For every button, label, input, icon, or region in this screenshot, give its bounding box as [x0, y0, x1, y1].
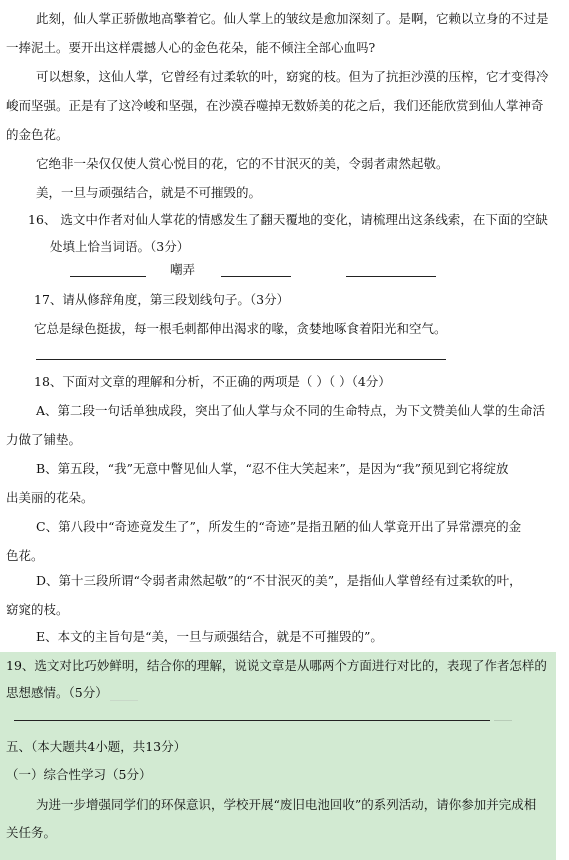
question-19-stem-text: 思想感情。（5分） — [6, 685, 108, 700]
question-18-stem: 18、下面对文章的理解和分析，不正确的两项是（ ）（ ）（4分） — [34, 374, 391, 389]
question-19-stem — [6, 680, 561, 706]
passage-line: 峻而坚强。正是有了这冷峻和坚强，在沙漠吞噬掉无数娇美的花之后，我们还能欣赏到仙人掌神奇 — [6, 98, 544, 113]
question-16-stem: 处填上恰当词语。（3分） — [50, 239, 190, 254]
section-5-heading: 五、（本大题共4小题，共13分） — [6, 739, 187, 754]
section-5-sub-heading: （一）综合性学习（5分） — [6, 767, 152, 782]
question-19-stem: 19、选文对比巧妙鲜明，结合你的理解，说说文章是从哪两个方面进行对比的，表现了作者怎样的 — [6, 658, 547, 673]
option-d-cont: 窈窕的枝。 — [6, 602, 69, 617]
question-16-stem: 16、 选文中作者对仙人掌花的情感发生了翻天覆地的变化，请梳理出这条线索，在下面的空缺 — [28, 212, 548, 227]
passage-line: 可以想象，这仙人掌，它曾经有过柔软的叶，窈窕的枝。但为了抗拒沙漠的压榨，它才变得冷 — [36, 69, 549, 84]
faint-rule-tail — [494, 720, 512, 721]
option-e: E、本文的主旨句是“美，一旦与顽强结合，就是不可摧毁的”。 — [36, 629, 383, 644]
passage-line: 美，一旦与顽强结合，就是不可摧毁的。 — [36, 185, 262, 200]
option-d: D、第十三段所谓“令弱者肃然起敬”的“不甘泯灭的美”，是指仙人掌曾经有过柔软的叶， — [36, 573, 522, 588]
question-17-stem: 17、请从修辞角度，第三段划线句子。（3分） — [34, 292, 290, 307]
option-c-cont: 色花。 — [6, 548, 44, 563]
passage-line: 此刻，仙人掌正骄傲地高擎着它。仙人掌上的皱纹是愈加深刻了。是啊，它赖以立身的不过是 — [36, 11, 549, 26]
task-intro: 为进一步增强同学们的环保意识，学校开展“废旧电池回收”的系列活动，请你参加并完成相 — [36, 797, 537, 812]
passage-line: 它绝非一朵仅仅使人赏心悦目的花，它的不甘泯灭的美，令弱者肃然起敬。 — [36, 156, 449, 171]
task-intro-cont: 关任务。 — [6, 825, 57, 840]
option-a: A、第二段一句话单独成段，突出了仙人掌与众不同的生命特点，为下文赞美仙人掌的生命活 — [36, 403, 546, 418]
answer-line-19[interactable] — [14, 720, 490, 721]
answer-blank-2[interactable] — [221, 262, 291, 277]
option-b: B、第五段，“我”无意中瞥见仙人掌，“忍不住大笑起来”，是因为“我”预见到它将绽放 — [36, 461, 509, 476]
option-a-cont: 力做了铺垫。 — [6, 432, 82, 447]
faint-blank — [110, 699, 138, 701]
option-b-cont: 出美丽的花朵。 — [6, 490, 94, 505]
answer-blank-1[interactable] — [70, 262, 146, 277]
passage-line: 一捧泥土。要开出这样震撼人心的金色花朵，能不倾注全部心血吗? — [6, 40, 376, 55]
answer-line-17[interactable] — [36, 359, 446, 360]
given-word: 嘲弄 — [170, 262, 196, 277]
question-17-sentence: 它总是绿色挺拔，每一根毛刺都伸出渴求的喙，贪婪地啄食着阳光和空气。 — [34, 321, 447, 336]
answer-blank-3[interactable] — [346, 262, 436, 277]
option-c: C、第八段中“奇迹竟发生了”，所发生的“奇迹”是指丑陋的仙人掌竟开出了异常漂亮的金 — [36, 519, 522, 534]
passage-line: 的金色花。 — [6, 127, 69, 142]
